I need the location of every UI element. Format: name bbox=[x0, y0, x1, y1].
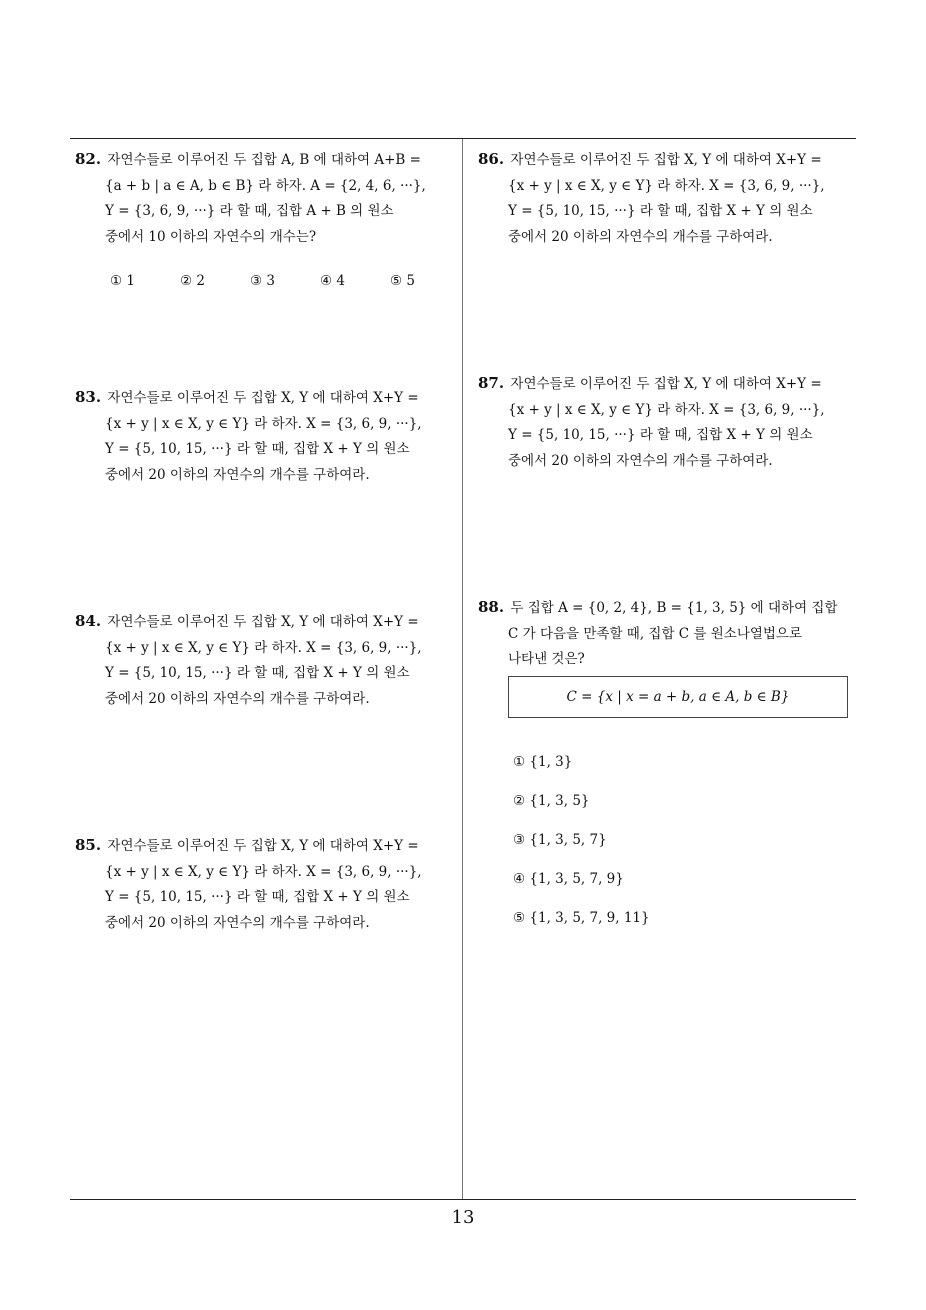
choice-5[interactable]: ⑤ 5 bbox=[390, 273, 415, 289]
condition-box: C = {x | x = a + b, a ∈ A, b ∈ B} bbox=[508, 676, 848, 718]
problem-text-line: Y = {3, 6, 9, ···} 라 할 때, 집합 A + B 의 원소 bbox=[105, 203, 394, 219]
problem-text-line: {x + y | x ∈ X, y ∈ Y} 라 하자. X = {3, 6, 9, ···}, bbox=[105, 415, 422, 432]
choice-5[interactable]: ⑤ {1, 3, 5, 7, 9, 11} bbox=[513, 910, 650, 926]
choice-2[interactable]: ② 2 bbox=[180, 273, 205, 289]
top-rule bbox=[70, 138, 856, 139]
choice-3[interactable]: ③ {1, 3, 5, 7} bbox=[513, 832, 607, 848]
problem-text-line: 중에서 20 이하의 자연수의 개수를 구하여라. bbox=[105, 914, 370, 931]
problem-86 bbox=[478, 147, 863, 250]
problem-number: 87. bbox=[478, 374, 505, 392]
problem-text-line: 두 집합 A = {0, 2, 4}, B = {1, 3, 5} 에 대하여 집합 bbox=[510, 600, 838, 616]
problem-number: 86. bbox=[478, 150, 505, 168]
problem-text-line: C 가 다음을 만족할 때, 집합 C 를 원소나열법으로 bbox=[508, 625, 803, 642]
choice-2[interactable]: ② {1, 3, 5} bbox=[513, 793, 590, 809]
problem-85 bbox=[75, 833, 460, 936]
problem-text-line: {x + y | x ∈ X, y ∈ Y} 라 하자. X = {3, 6, 9, ···}, bbox=[105, 639, 422, 656]
problem-text-line: Y = {5, 10, 15, ···} 라 할 때, 집합 X + Y 의 원소 bbox=[105, 889, 410, 905]
answer-choices-82 bbox=[110, 273, 460, 289]
problem-text-line: 나타낸 것은? bbox=[508, 651, 585, 667]
page-number: 13 bbox=[451, 1207, 475, 1228]
problem-text-line: {a + b | a ∈ A, b ∈ B} 라 하자. A = {2, 4, 6, ···}, bbox=[105, 177, 426, 194]
problem-text-line: 중에서 20 이하의 자연수의 개수를 구하여라. bbox=[105, 466, 370, 483]
choice-4[interactable]: ④ {1, 3, 5, 7, 9} bbox=[513, 871, 624, 887]
problem-87 bbox=[478, 371, 863, 474]
problem-text-line: 자연수들로 이루어진 두 집합 X, Y 에 대하여 X+Y = bbox=[107, 614, 419, 630]
problem-text-line: Y = {5, 10, 15, ···} 라 할 때, 집합 X + Y 의 원소 bbox=[105, 665, 410, 681]
problem-text-line: Y = {5, 10, 15, ···} 라 할 때, 집합 X + Y 의 원소 bbox=[105, 441, 410, 457]
bottom-rule bbox=[70, 1199, 856, 1200]
problem-text-line: 자연수들로 이루어진 두 집합 X, Y 에 대하여 X+Y = bbox=[510, 152, 822, 168]
problem-text-line: 중에서 20 이하의 자연수의 개수를 구하여라. bbox=[105, 690, 370, 707]
problem-88 bbox=[478, 595, 863, 673]
choice-1[interactable]: ① {1, 3} bbox=[513, 754, 573, 770]
problem-number: 85. bbox=[75, 836, 102, 854]
answer-choices-88 bbox=[513, 750, 650, 945]
problem-number: 84. bbox=[75, 612, 102, 630]
problem-number: 82. bbox=[75, 150, 102, 168]
choice-3[interactable]: ③ 3 bbox=[250, 273, 275, 289]
problem-text-line: {x + y | x ∈ X, y ∈ Y} 라 하자. X = {3, 6, 9, ···}, bbox=[508, 401, 825, 418]
problem-text-line: 중에서 10 이하의 자연수의 개수는? bbox=[105, 228, 317, 245]
problem-text-line: 자연수들로 이루어진 두 집합 A, B 에 대하여 A+B = bbox=[107, 152, 421, 168]
problem-text-line: Y = {5, 10, 15, ···} 라 할 때, 집합 X + Y 의 원소 bbox=[508, 203, 813, 219]
column-divider bbox=[462, 139, 463, 1200]
problem-text-line: 중에서 20 이하의 자연수의 개수를 구하여라. bbox=[508, 452, 773, 469]
choice-1[interactable]: ① 1 bbox=[110, 273, 135, 289]
choice-4[interactable]: ④ 4 bbox=[320, 273, 345, 289]
problem-82 bbox=[75, 147, 460, 250]
problem-text-line: 자연수들로 이루어진 두 집합 X, Y 에 대하여 X+Y = bbox=[107, 390, 419, 406]
problem-text-line: 자연수들로 이루어진 두 집합 X, Y 에 대하여 X+Y = bbox=[107, 838, 419, 854]
problem-text-line: {x + y | x ∈ X, y ∈ Y} 라 하자. X = {3, 6, 9, ···}, bbox=[105, 863, 422, 880]
problem-text-line: 중에서 20 이하의 자연수의 개수를 구하여라. bbox=[508, 228, 773, 245]
problem-text-line: Y = {5, 10, 15, ···} 라 할 때, 집합 X + Y 의 원소 bbox=[508, 427, 813, 443]
problem-text-line: {x + y | x ∈ X, y ∈ Y} 라 하자. X = {3, 6, 9, ···}, bbox=[508, 177, 825, 194]
problem-number: 83. bbox=[75, 388, 102, 406]
problem-text-line: 자연수들로 이루어진 두 집합 X, Y 에 대하여 X+Y = bbox=[510, 376, 822, 392]
problem-84 bbox=[75, 609, 460, 712]
problem-83 bbox=[75, 385, 460, 488]
problem-number: 88. bbox=[478, 598, 505, 616]
